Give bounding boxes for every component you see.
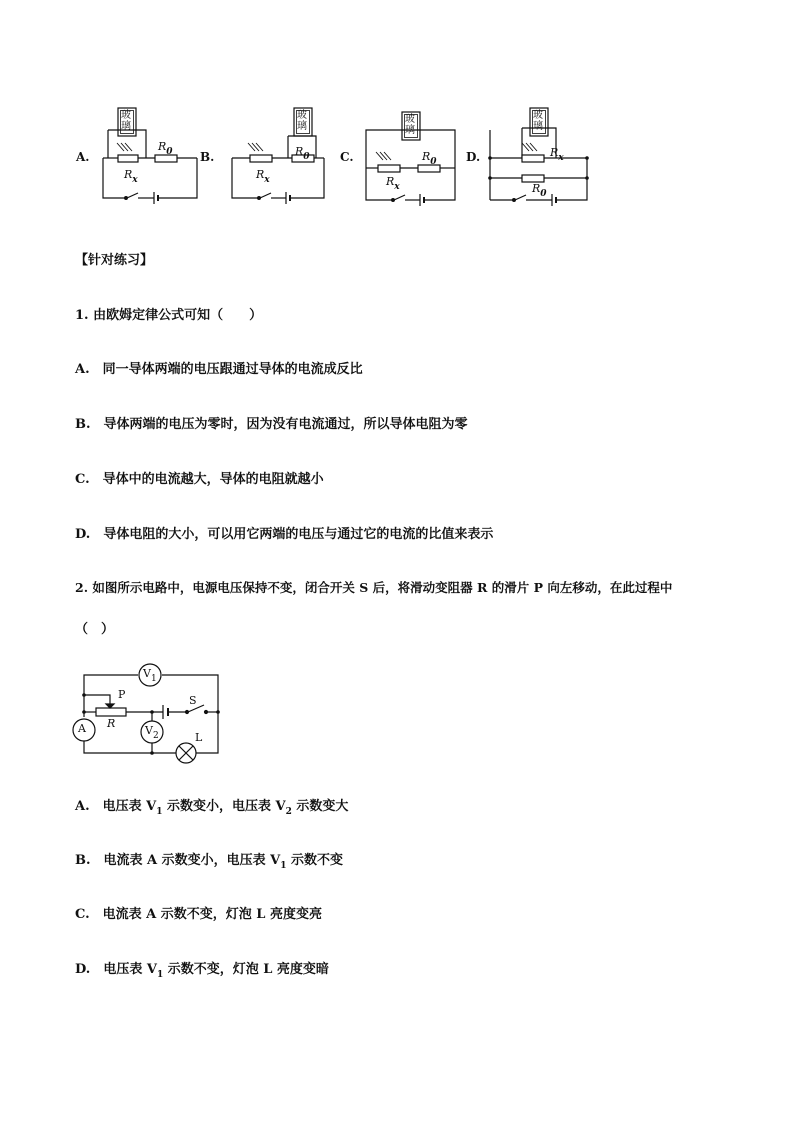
glass-label-b: 玻璃: [297, 110, 307, 132]
lamp-l-label: L: [195, 731, 203, 744]
option-label-a: A.: [76, 150, 90, 164]
rx-label-a: $R_x$: [124, 168, 138, 185]
option-label-c: C.: [340, 150, 354, 164]
q1-option-b: B. 导体两端的电压为零时，因为没有电流通过，所以导体电阻为零: [75, 417, 468, 432]
v2-meter-label: $V_2$: [145, 724, 159, 741]
q2-option-a: A. 电压表 $V_1$ 示数变小，电压表 $V_2$ 示数变大: [75, 799, 349, 817]
option-label-d: D.: [466, 150, 481, 164]
r0-label-c: $R_0$: [422, 150, 437, 167]
r0-label-d: $R_0$: [532, 182, 547, 199]
q2-option-d: D. 电压表 $V_1$ 示数不变，灯泡 L 亮度变暗: [75, 962, 329, 980]
q1-stem: 1. 由欧姆定律公式可知（ ）: [75, 308, 263, 323]
q2-option-b: B. 电流表 A 示数变小，电压表 $V_1$ 示数不变: [75, 853, 344, 871]
q1-option-c: C. 导体中的电流越大，导体的电阻就越小: [75, 472, 324, 487]
switch-s-label: S: [189, 694, 197, 707]
q1-option-d: D. 导体电阻的大小，可以用它两端的电压与通过它的电流的比值来表示: [75, 527, 494, 542]
slider-p-label: P: [118, 688, 126, 701]
glass-label-c: 玻璃: [405, 114, 415, 136]
r0-label-b: $R_0$: [295, 145, 310, 162]
circuit-b: [232, 108, 324, 204]
option-label-b: B.: [200, 150, 215, 164]
rheostat-r-label: R: [107, 717, 116, 730]
glass-label-d: 玻璃: [533, 110, 543, 132]
q2-option-c: C. 电流表 A 示数不变，灯泡 L 亮度变亮: [75, 907, 322, 922]
q2-stem-continued: （ ）: [75, 622, 115, 637]
glass-label-a: 玻璃: [121, 110, 131, 132]
q1-option-a: A. 同一导体两端的电压跟通过导体的电流成反比: [75, 362, 363, 377]
ammeter-label: A: [78, 722, 86, 735]
rx-label-b: $R_x$: [256, 168, 270, 185]
rx-label-c: $R_x$: [386, 175, 400, 192]
rx-label-d: $R_x$: [550, 146, 564, 163]
circuit-a: [103, 108, 197, 204]
q2-stem: 2. 如图所示电路中，电源电压保持不变，闭合开关 S 后，将滑动变阻器 R 的滑片 P 向左移动，在此过程中: [75, 580, 673, 595]
practice-heading: 【针对练习】: [75, 253, 154, 268]
r0-label-a: $R_0$: [158, 140, 173, 157]
v1-meter-label: $V_1$: [143, 667, 157, 684]
